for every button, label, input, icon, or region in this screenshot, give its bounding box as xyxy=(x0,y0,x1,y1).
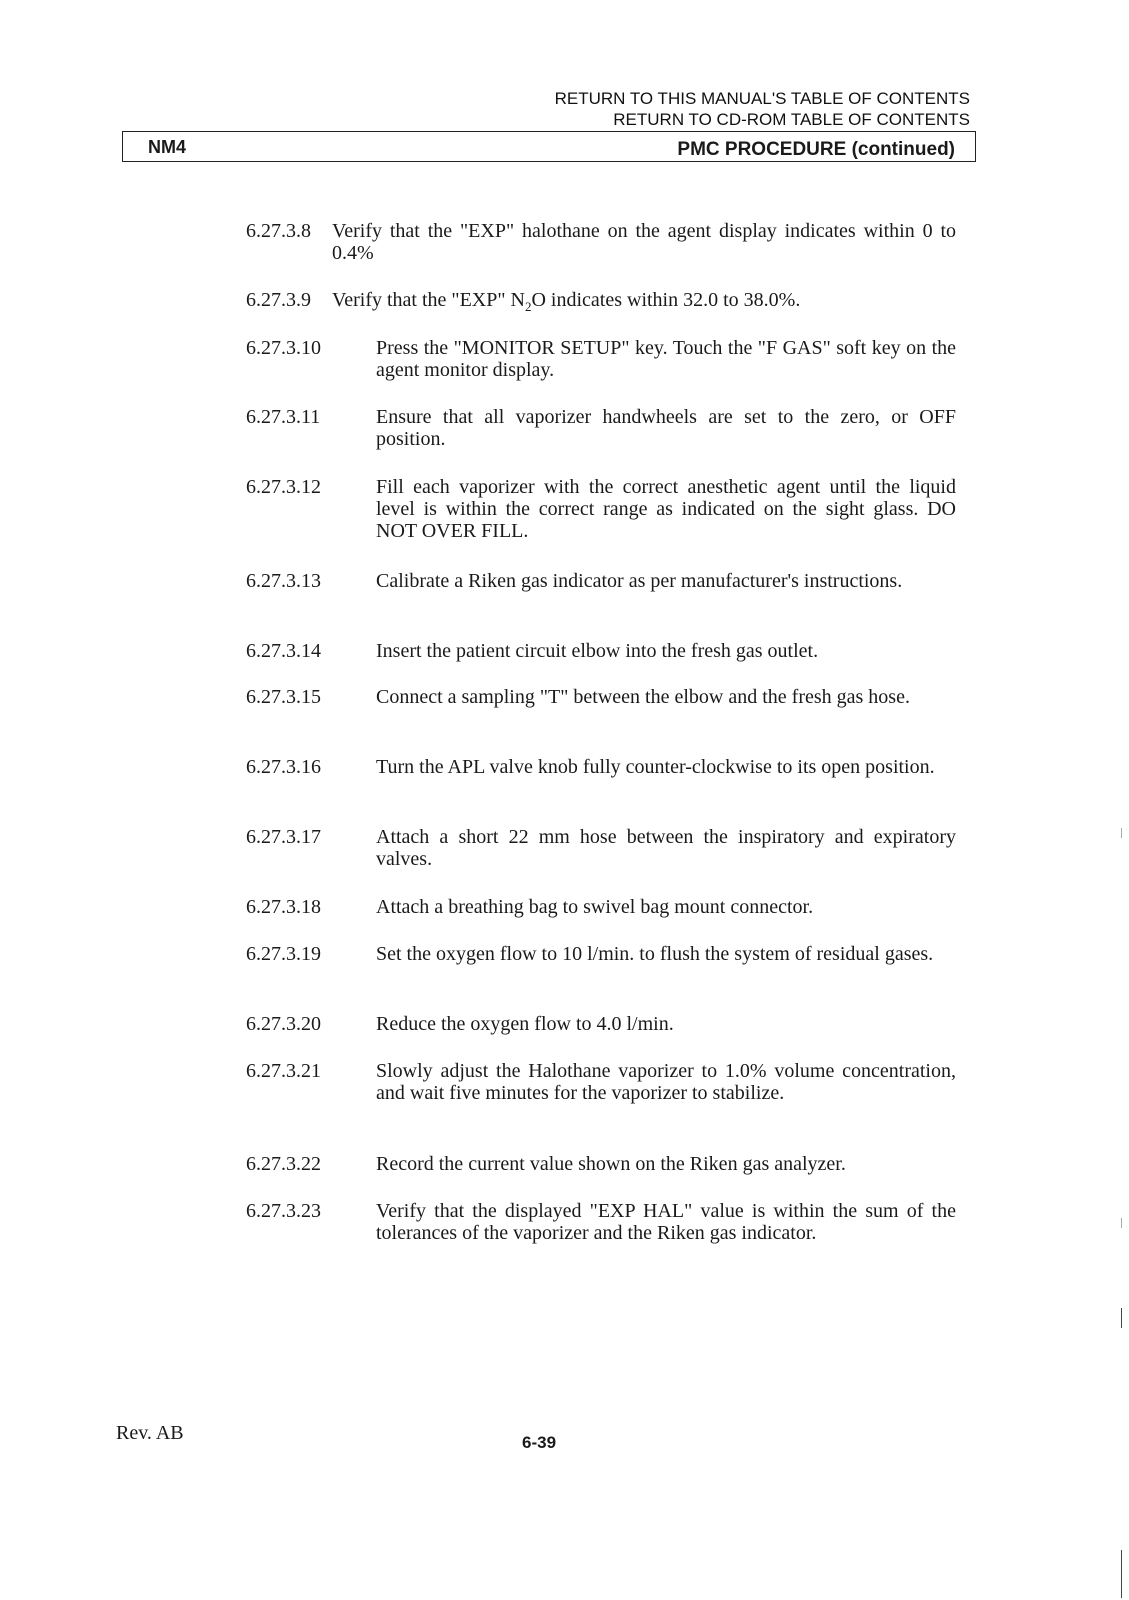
step-number: 6.27.3.9 xyxy=(246,289,311,311)
step-number: 6.27.3.17 xyxy=(246,826,321,848)
margin-mark xyxy=(1121,828,1122,838)
step-text-part: Verify that the "EXP" N xyxy=(332,289,525,311)
step-number: 6.27.3.21 xyxy=(246,1060,321,1082)
step-text: Calibrate a Riken gas indicator as per manufacturer's instructions. xyxy=(376,570,903,592)
step-number: 6.27.3.20 xyxy=(246,1013,321,1035)
section-title: PMC PROCEDURE (continued) xyxy=(677,139,955,160)
step-text: Record the current value shown on the Riken gas analyzer. xyxy=(376,1153,846,1175)
step-number: 6.27.3.23 xyxy=(246,1200,321,1222)
header-rule-top xyxy=(122,131,976,132)
toc-links xyxy=(555,88,970,130)
revision-label: Rev. AB xyxy=(116,1422,184,1444)
model-tag: NM4 xyxy=(148,137,187,157)
step-text: Press the "MONITOR SETUP" key. Touch the "F GAS" soft key on the agent monitor display. xyxy=(376,337,956,381)
step-text-part: O indicates within 32.0 to 38.0%. xyxy=(531,289,801,311)
toc-manual-link[interactable]: RETURN TO THIS MANUAL'S TABLE OF CONTENTS xyxy=(554,89,970,108)
header-left-tick xyxy=(122,131,123,161)
step-text: Reduce the oxygen flow to 4.0 l/min. xyxy=(376,1013,674,1035)
step-text: Verify that the "EXP" halothane on the agent display indicates within 0 to 0.4% xyxy=(332,220,956,264)
header-rule-bottom xyxy=(122,161,976,162)
step-text: Ensure that all vaporizer handwheels are set to the zero, or OFF position. xyxy=(376,406,956,450)
subscript: 2 xyxy=(524,299,532,314)
step-text: Set the oxygen flow to 10 l/min. to flush the system of residual gases. xyxy=(376,943,934,965)
step-number: 6.27.3.16 xyxy=(246,756,321,778)
step-text: Attach a short 22 mm hose between the inspiratory and expiratory valves. xyxy=(376,826,956,870)
step-text: Connect a sampling "T" between the elbow and the fresh gas hose. xyxy=(376,686,910,708)
header-right-tick xyxy=(975,131,976,161)
step-text: Insert the patient circuit elbow into the fresh gas outlet. xyxy=(376,640,819,662)
step-number: 6.27.3.11 xyxy=(246,406,321,428)
margin-mark xyxy=(1121,1308,1122,1328)
step-number: 6.27.3.22 xyxy=(246,1153,321,1175)
step-text: Slowly adjust the Halothane vaporizer to 1.0% volume concentration, and wait five minutes for the vaporizer to stabilize. xyxy=(376,1060,956,1104)
margin-mark xyxy=(1121,1550,1122,1598)
step-number: 6.27.3.14 xyxy=(246,640,321,662)
step-text: Verify that the displayed "EXP HAL" value is within the sum of the tolerances of the vaporizer and the Riken gas indicator. xyxy=(376,1200,956,1244)
step-number: 6.27.3.10 xyxy=(246,337,321,359)
margin-mark xyxy=(1121,1218,1122,1228)
step-number: 6.27.3.12 xyxy=(246,476,321,498)
step-number: 6.27.3.18 xyxy=(246,896,321,918)
step-text: Turn the APL valve knob fully counter-clockwise to its open position. xyxy=(376,756,935,778)
step-number: 6.27.3.19 xyxy=(246,943,321,965)
step-number: 6.27.3.15 xyxy=(246,686,321,708)
toc-cdrom-link[interactable]: RETURN TO CD-ROM TABLE OF CONTENTS xyxy=(613,110,970,129)
step-text: Fill each vaporizer with the correct anesthetic agent until the liquid level is within the correct range as indicated on the sight glass. DO NOT OVER FILL. xyxy=(376,476,956,542)
page-number: 6-39 xyxy=(522,1433,557,1452)
step-text xyxy=(332,289,956,318)
step-text: Attach a breathing bag to swivel bag mount connector. xyxy=(376,896,814,918)
step-number: 6.27.3.13 xyxy=(246,570,321,592)
step-number: 6.27.3.8 xyxy=(246,220,311,242)
